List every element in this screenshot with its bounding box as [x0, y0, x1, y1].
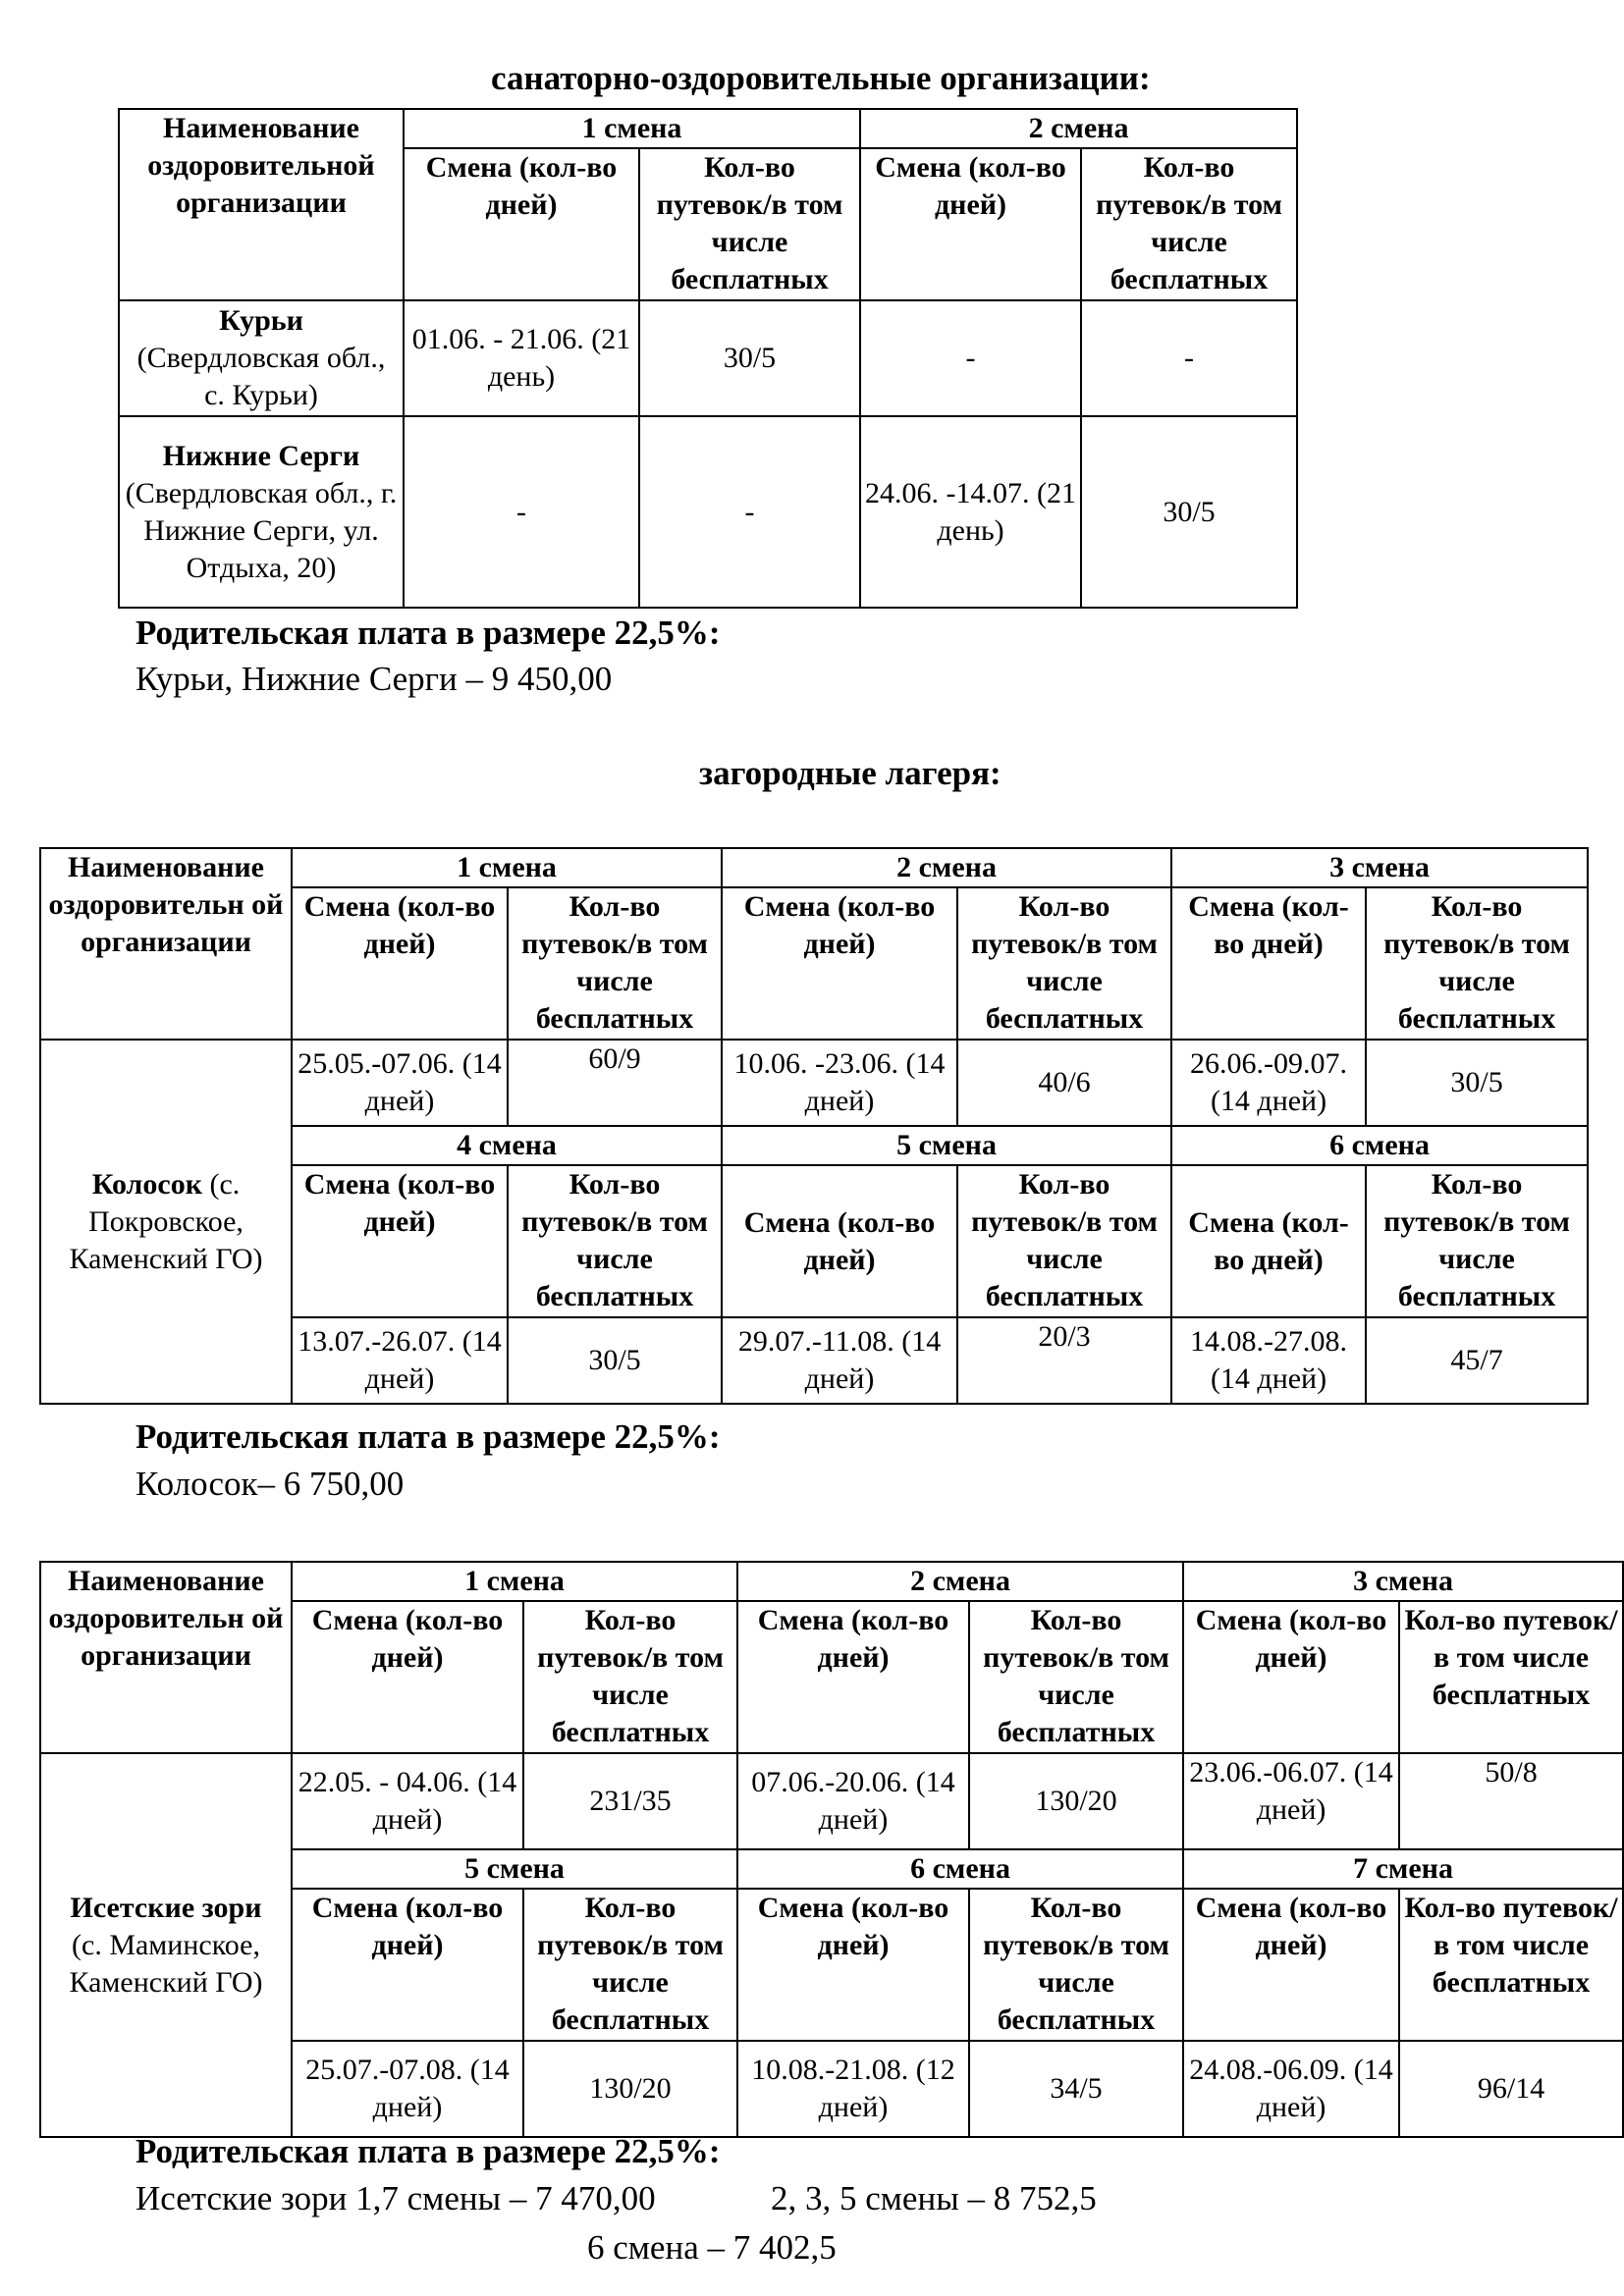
shift-dates: 10.06. -23.06. (14 дней)	[722, 1040, 957, 1126]
shift-header: 2 смена	[737, 1562, 1183, 1601]
shift-vouchers: 30/5	[1081, 416, 1297, 608]
shift-dates: 23.06.-06.07. (14 дней)	[1183, 1753, 1399, 1849]
header-vouchers-col: Кол-во путевок/в том числе бесплатных	[508, 1165, 722, 1317]
shift-dates: 26.06.-09.07. (14 дней)	[1171, 1040, 1366, 1126]
camp-table-kolosok	[39, 847, 1589, 1405]
header-days-col: Смена (кол-во дней)	[737, 1601, 969, 1753]
shift-header: 5 смена	[722, 1126, 1171, 1165]
camp-name: Колосок	[91, 1167, 202, 1201]
camp-location: (с. Покровское, Каменский ГО)	[69, 1167, 263, 1275]
shift-vouchers: 130/20	[969, 1753, 1183, 1849]
header-vouchers-col: Кол-во путевок/в том числе бесплатных	[969, 1601, 1183, 1753]
camp-table-isetskie-zori	[39, 1561, 1624, 2138]
shift-vouchers: 30/5	[508, 1317, 722, 1404]
shift-header: 4 смена	[292, 1126, 722, 1165]
header-days-col: Смена (кол-во дней)	[737, 1889, 969, 2041]
header-vouchers-col: Кол-во путевок/в том числе бесплатных	[508, 887, 722, 1040]
shift-vouchers: 96/14	[1399, 2041, 1623, 2137]
shift-dates: 22.05. - 04.06. (14 дней)	[292, 1753, 523, 1849]
header-days-col: Смена (кол-во дней)	[292, 1165, 508, 1317]
shift-dates: 25.07.-07.08. (14 дней)	[292, 2041, 523, 2137]
shift-vouchers: 34/5	[969, 2041, 1183, 2137]
shift-dates: 01.06. - 21.06. (21 день)	[404, 300, 639, 416]
camp-name-cell	[40, 1753, 292, 2137]
shift-dates: -	[404, 416, 639, 608]
parent-fee-label: Родительская плата в размере 22,5%:	[135, 1417, 721, 1456]
header-vouchers-col: Кол-во путевок/в том числе бесплатных	[523, 1889, 737, 2041]
camp-location: (с. Маминское, Каменский ГО)	[69, 1928, 263, 1999]
shift-dates: 24.06. -14.07. (21 день)	[860, 416, 1081, 608]
camp-name: Исетские зори	[70, 1891, 262, 1924]
header-days-col: Смена (кол-во дней)	[860, 148, 1081, 300]
shift-header: 1 смена	[292, 848, 722, 887]
parent-fee-label: Родительская плата в размере 22,5%:	[135, 614, 721, 652]
section1-heading: санаторно-оздоровительные организации:	[491, 59, 1151, 97]
shift-vouchers: 231/35	[523, 1753, 737, 1849]
price-line: Курьи, Нижние Серги – 9 450,00	[135, 660, 613, 698]
shift-dates: 07.06.-20.06. (14 дней)	[737, 1753, 969, 1849]
header-vouchers-col: Кол-во путевок/в том числе бесплатных	[1366, 1165, 1588, 1317]
header-days-col: Смена (кол-во дней)	[1171, 1165, 1366, 1317]
org-location: (Свердловская обл., г. Нижние Серги, ул. Отдыха, 20)	[125, 476, 398, 584]
camp-name-cell	[40, 1040, 292, 1404]
shift-dates: 24.08.-06.09. (14 дней)	[1183, 2041, 1399, 2137]
org-name: Нижние Серги	[162, 439, 360, 472]
org-name-cell	[119, 300, 404, 416]
shift-vouchers: 30/5	[639, 300, 860, 416]
shift-header: 7 смена	[1183, 1849, 1623, 1889]
shift-vouchers: 40/6	[957, 1040, 1171, 1126]
price-line: 6 смена – 7 402,5	[587, 2228, 837, 2267]
section2-heading: загородные лагеря:	[699, 754, 1001, 792]
sanatorium-table	[118, 108, 1298, 609]
shift-dates: 25.05.-07.06. (14 дней)	[292, 1040, 508, 1126]
shift-header: 5 смена	[292, 1849, 737, 1889]
header-vouchers-col: Кол-во путевок/в том числе бесплатных	[1366, 887, 1588, 1040]
price-line: 2, 3, 5 смены – 8 752,5	[771, 2179, 1097, 2217]
price-line: Исетские зори 1,7 смены – 7 470,00	[135, 2179, 656, 2217]
header-vouchers-col: Кол-во путевок/в том числе бесплатных	[957, 1165, 1171, 1317]
shift-vouchers: 60/9	[508, 1040, 722, 1126]
header-days-col: Смена (кол-во дней)	[1171, 887, 1366, 1040]
header-name-col: Наименование оздоровительной организации	[119, 109, 404, 300]
header-vouchers-col: Кол-во путевок/в том числе бесплатных	[639, 148, 860, 300]
header-shift-1: 1 смена	[404, 109, 860, 148]
shift-vouchers: 45/7	[1366, 1317, 1588, 1404]
header-days-col: Смена (кол-во дней)	[1183, 1889, 1399, 2041]
header-vouchers-col: Кол-во путевок/в том числе бесплатных	[1399, 1889, 1623, 2041]
shift-dates: 10.08.-21.08. (12 дней)	[737, 2041, 969, 2137]
shift-header: 3 смена	[1183, 1562, 1623, 1601]
shift-header: 6 смена	[1171, 1126, 1588, 1165]
header-days-col: Смена (кол-во дней)	[292, 1601, 523, 1753]
shift-vouchers: 20/3	[957, 1317, 1171, 1404]
parent-fee-label: Родительская плата в размере 22,5%:	[135, 2132, 721, 2170]
org-name-cell	[119, 416, 404, 608]
org-name: Курьи	[219, 304, 303, 337]
header-vouchers-col: Кол-во путевок/в том числе бесплатных	[969, 1889, 1183, 2041]
shift-header: 2 смена	[722, 848, 1171, 887]
header-vouchers-col: Кол-во путевок/в том числе бесплатных	[523, 1601, 737, 1753]
shift-vouchers: -	[1081, 300, 1297, 416]
header-vouchers-col: Кол-во путевок/в том числе бесплатных	[957, 887, 1171, 1040]
shift-vouchers: 50/8	[1399, 1753, 1623, 1849]
shift-dates: 14.08.-27.08. (14 дней)	[1171, 1317, 1366, 1404]
header-days-col: Смена (кол-во дней)	[722, 887, 957, 1040]
header-shift-2: 2 смена	[860, 109, 1297, 148]
header-days-col: Смена (кол-во дней)	[292, 887, 508, 1040]
header-days-col: Смена (кол-во дней)	[404, 148, 639, 300]
header-days-col: Смена (кол-во дней)	[722, 1165, 957, 1317]
shift-vouchers: -	[639, 416, 860, 608]
shift-dates: -	[860, 300, 1081, 416]
header-days-col: Смена (кол-во дней)	[292, 1889, 523, 2041]
shift-dates: 29.07.-11.08. (14 дней)	[722, 1317, 957, 1404]
shift-header: 6 смена	[737, 1849, 1183, 1889]
header-name-col: Наименование оздоровительн ой организации	[40, 1562, 292, 1753]
header-vouchers-col: Кол-во путевок/в том числе бесплатных	[1399, 1601, 1623, 1753]
shift-vouchers: 130/20	[523, 2041, 737, 2137]
header-days-col: Смена (кол-во дней)	[1183, 1601, 1399, 1753]
price-line: Колосок– 6 750,00	[135, 1465, 405, 1503]
shift-dates: 13.07.-26.07. (14 дней)	[292, 1317, 508, 1404]
shift-header: 1 смена	[292, 1562, 737, 1601]
header-name-col: Наименование оздоровительн ой организации	[40, 848, 292, 1040]
org-location: (Свердловская обл., с. Курьи)	[136, 342, 386, 411]
shift-vouchers: 30/5	[1366, 1040, 1588, 1126]
header-vouchers-col: Кол-во путевок/в том числе бесплатных	[1081, 148, 1297, 300]
shift-header: 3 смена	[1171, 848, 1588, 887]
